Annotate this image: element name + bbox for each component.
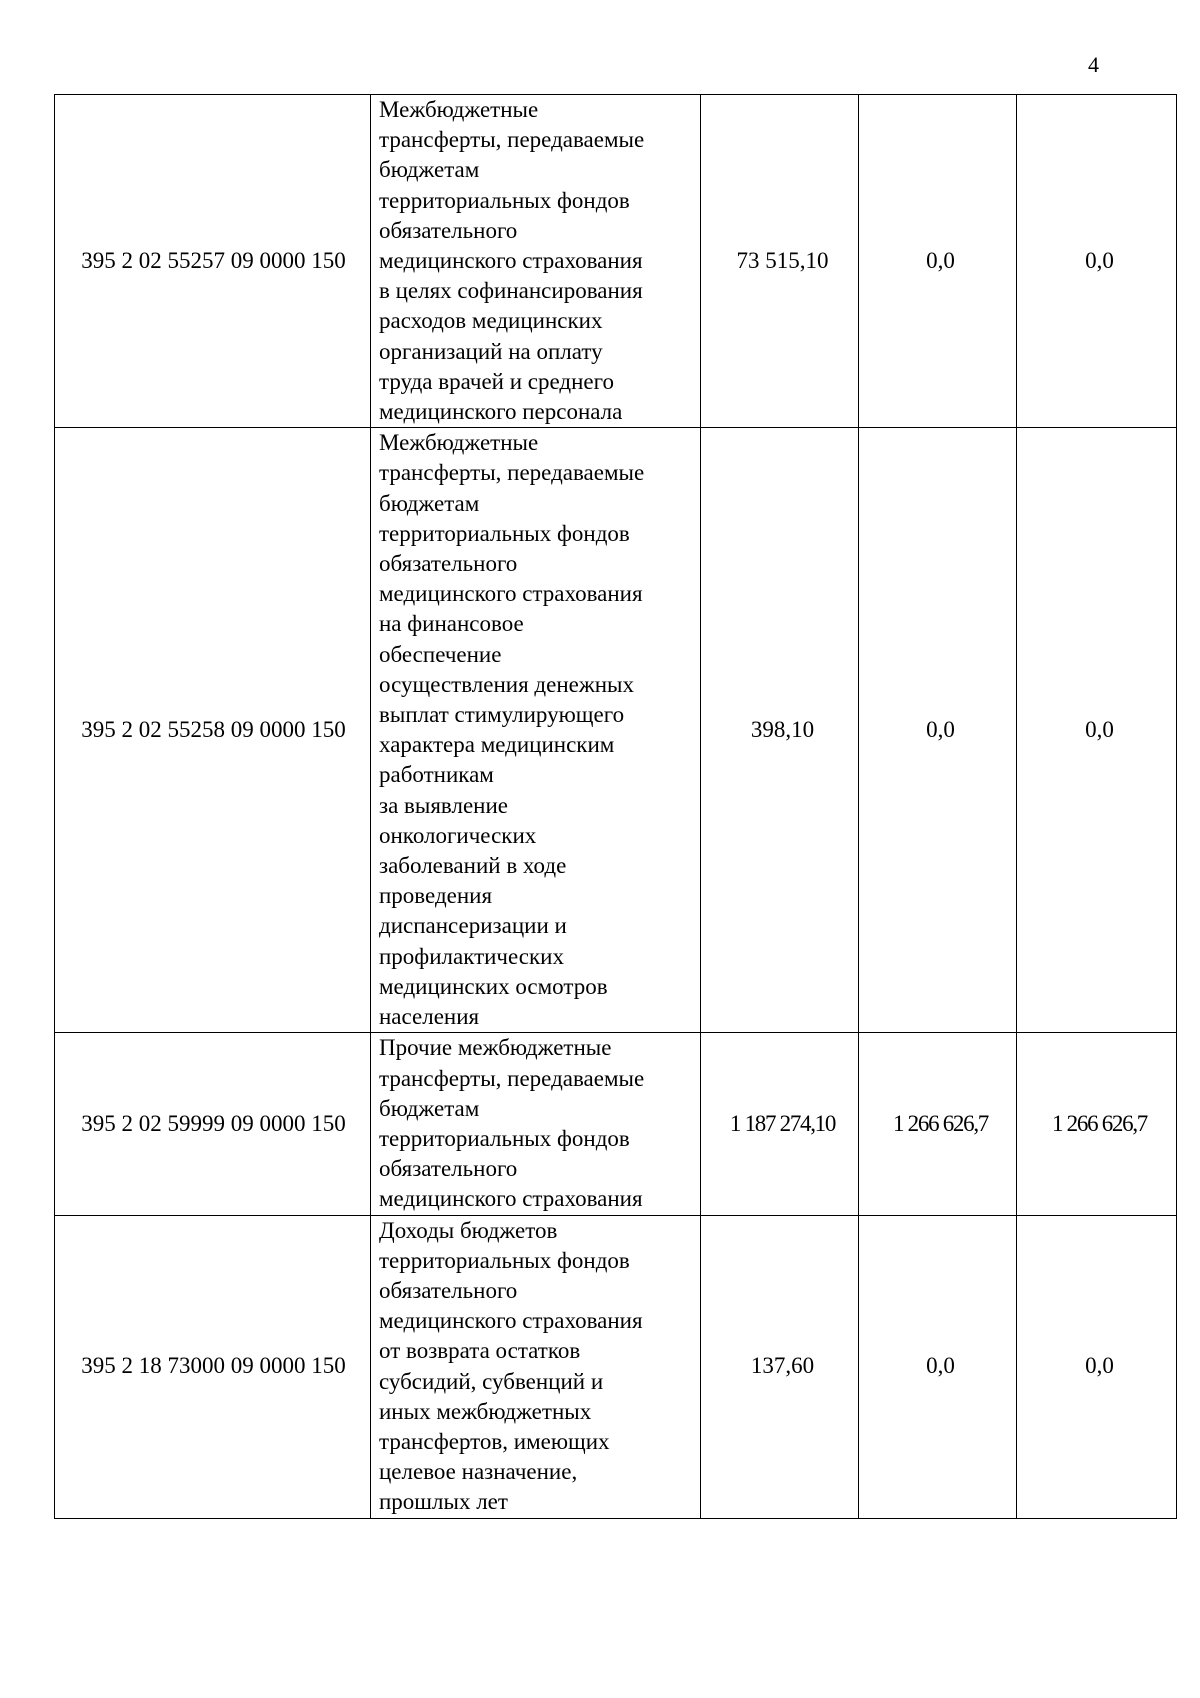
revenue-description: Межбюджетные трансферты, передаваемые бюджетам территориальных фондов обязательного медицинского страхования в целях софинансирования расходов медицинских организаций на оплату труда врачей и среднего медицинского персонала bbox=[371, 95, 701, 428]
amount-year-2 bbox=[859, 428, 1017, 1033]
amount-year-1-value: 73 515,10 bbox=[736, 248, 829, 274]
table-row bbox=[55, 1215, 1177, 1518]
revenue-description: Доходы бюджетов территориальных фондов обязательного медицинского страхования от возврата остатков субсидий, субвенций и иных межбюджетных трансфертов, имеющих целевое назначение, прошлых лет bbox=[371, 1215, 701, 1518]
budget-revenue-table bbox=[54, 94, 1177, 1519]
amount-year-2 bbox=[859, 1215, 1017, 1518]
amount-year-3-value: 0,0 bbox=[1085, 717, 1114, 743]
amount-year-3-value: 0,0 bbox=[1085, 248, 1114, 274]
budget-classification-code: 395 2 02 55257 09 0000 150 bbox=[55, 95, 371, 428]
amount-year-3 bbox=[1017, 428, 1177, 1033]
amount-year-2-value: 0,0 bbox=[926, 1353, 955, 1379]
amount-year-3 bbox=[1017, 1215, 1177, 1518]
revenue-description: Прочие межбюджетные трансферты, передаваемые бюджетам территориальных фондов обязательного медицинского страхования bbox=[371, 1033, 701, 1215]
table-row bbox=[55, 1033, 1177, 1215]
amount-year-2-value: 0,0 bbox=[926, 717, 955, 743]
amount-year-1 bbox=[701, 95, 859, 428]
amount-year-1 bbox=[701, 1033, 859, 1215]
amount-year-2-value: 1 266 626,7 bbox=[893, 1110, 988, 1136]
amount-year-1-value: 398,10 bbox=[750, 717, 815, 743]
amount-year-3 bbox=[1017, 1033, 1177, 1215]
table-row bbox=[55, 428, 1177, 1033]
amount-year-2 bbox=[859, 1033, 1017, 1215]
budget-classification-code: 395 2 02 55258 09 0000 150 bbox=[55, 428, 371, 1033]
amount-year-1 bbox=[701, 1215, 859, 1518]
page-number: 4 bbox=[1088, 52, 1099, 77]
table-row bbox=[55, 95, 1177, 428]
revenue-description: Межбюджетные трансферты, передаваемые бюджетам территориальных фондов обязательного медицинского страхования на финансовое обеспечение осуществления денежных выплат стимулирующего характера медицинским работникам за выявление онкологических заболеваний в ходе проведения диспансеризации и профилактических медицинских осмотров населения bbox=[371, 428, 701, 1033]
amount-year-3-value: 1 266 626,7 bbox=[1052, 1110, 1147, 1136]
amount-year-1-value: 137,60 bbox=[750, 1353, 815, 1379]
amount-year-3 bbox=[1017, 95, 1177, 428]
amount-year-3-value: 0,0 bbox=[1085, 1353, 1114, 1379]
amount-year-1 bbox=[701, 428, 859, 1033]
amount-year-1-value: 1 187 274,10 bbox=[729, 1110, 836, 1136]
amount-year-2 bbox=[859, 95, 1017, 428]
amount-year-2-value: 0,0 bbox=[926, 248, 955, 274]
budget-classification-code: 395 2 02 59999 09 0000 150 bbox=[55, 1033, 371, 1215]
budget-classification-code: 395 2 18 73000 09 0000 150 bbox=[55, 1215, 371, 1518]
